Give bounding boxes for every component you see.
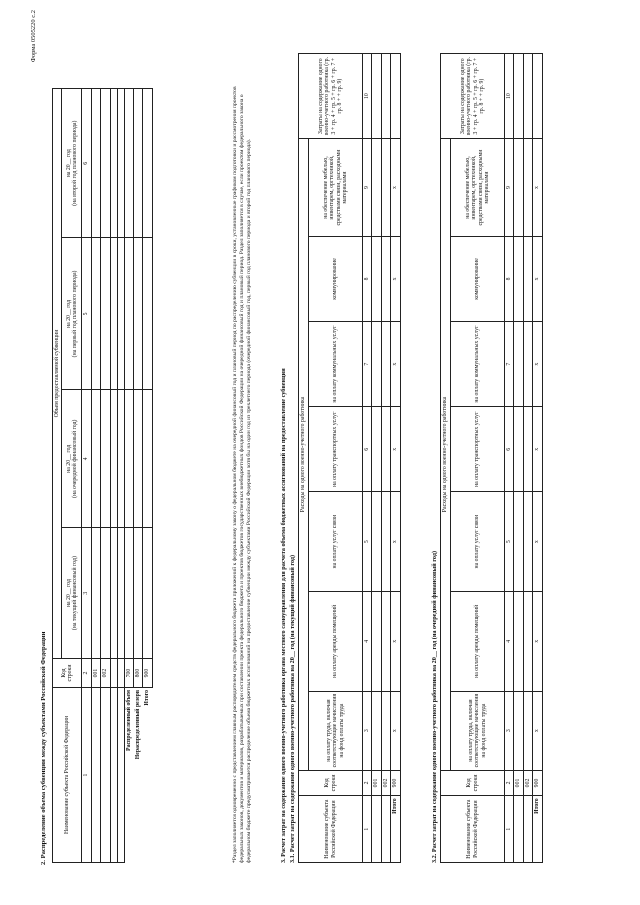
table-row xyxy=(441,54,451,863)
table-cell: на оплату транспортных услуг xyxy=(309,407,363,492)
table-cell xyxy=(514,322,523,407)
total-row xyxy=(533,54,542,863)
table-cell: 10 xyxy=(505,54,514,139)
table-cell xyxy=(523,691,532,770)
table-cell xyxy=(91,89,100,238)
calc-table-2 xyxy=(440,53,543,863)
col-name-header: Наименование субъекта Российской Федерации xyxy=(53,688,82,863)
table-row xyxy=(451,54,505,863)
table-cell: 1 xyxy=(505,796,514,863)
table-cell xyxy=(110,659,117,688)
table-row xyxy=(53,89,62,863)
table-cell xyxy=(91,688,100,863)
table-cell: 900 xyxy=(143,659,152,688)
table-cell: Наименование субъекта Российской Федерации xyxy=(299,796,363,863)
table-cell xyxy=(133,528,142,659)
table-cell: 3 xyxy=(82,528,91,659)
table-cell: на 20__ год xyxy=(65,299,72,328)
table-cell: 001 xyxy=(514,770,523,796)
table-cell: 900 xyxy=(533,770,542,796)
table-cell xyxy=(143,528,152,659)
table-cell: 8 xyxy=(363,236,372,321)
section-3-1-title: 3.1. Расчет затрат на содержание одного военно-учетного работника на 20__ год (на текущий финансовый год) xyxy=(289,554,296,863)
table-row xyxy=(91,89,100,863)
table-cell xyxy=(381,236,390,321)
column-numbers-row xyxy=(363,54,372,863)
table-cell xyxy=(372,236,381,321)
table-cell xyxy=(514,54,523,139)
table-cell xyxy=(381,691,390,770)
form-number: Форма 0505220 с.2 xyxy=(30,10,37,63)
table-cell xyxy=(133,89,142,238)
table-cell xyxy=(117,89,124,238)
table-cell xyxy=(91,390,100,528)
table-cell xyxy=(514,139,523,237)
table-row xyxy=(372,54,381,863)
table-cell: 002 xyxy=(523,770,532,796)
volume-header: Объем предоставляемой субвенции xyxy=(53,89,62,659)
table-cell: 6 xyxy=(505,407,514,492)
table-cell: x xyxy=(533,691,542,770)
table-cell xyxy=(124,528,133,659)
table-cell: x xyxy=(391,691,400,770)
table-cell xyxy=(143,89,152,238)
table-cell: коммунирование xyxy=(309,236,363,321)
table-cell xyxy=(533,54,542,139)
table-cell xyxy=(91,528,100,659)
table-cell xyxy=(381,796,390,863)
table-cell xyxy=(101,238,110,390)
calc-table-1 xyxy=(298,53,401,863)
table-cell: 7 xyxy=(363,322,372,407)
table-cell: 5 xyxy=(505,492,514,592)
table-cell xyxy=(523,54,532,139)
table-cell: 1 xyxy=(363,796,372,863)
table-cell: x xyxy=(533,492,542,592)
table-cell: 2 xyxy=(82,659,91,688)
table-cell xyxy=(381,592,390,692)
table-cell: Нераспределенный резерв xyxy=(133,688,142,863)
table-cell: на оплату услуг связи xyxy=(451,492,505,592)
table-cell: 2 xyxy=(505,770,514,796)
table-cell: на оплату коммунальных услуг xyxy=(451,322,505,407)
table-cell: 800 xyxy=(133,659,142,688)
table-cell xyxy=(110,528,117,659)
table-cell: коммунирование xyxy=(451,236,505,321)
table-cell: 10 xyxy=(363,54,372,139)
table-cell: 900 xyxy=(391,770,400,796)
table-cell: 3 xyxy=(363,691,372,770)
table-cell xyxy=(372,54,381,139)
table-cell: 8 xyxy=(505,236,514,321)
table-cell xyxy=(372,592,381,692)
table-cell: Расходы на одного военно-учетного работника xyxy=(299,139,309,770)
table-cell xyxy=(101,688,110,863)
table-cell xyxy=(101,390,110,528)
table-cell xyxy=(514,407,523,492)
column-numbers-row xyxy=(82,89,91,863)
table-cell: x xyxy=(391,592,400,692)
table-cell: (на второй год планового периода) xyxy=(71,120,78,206)
table-cell xyxy=(523,592,532,692)
table-cell xyxy=(91,238,100,390)
table-cell: 002 xyxy=(381,770,390,796)
table-cell: на оплату услуг связи xyxy=(309,492,363,592)
table-cell xyxy=(117,659,124,688)
table-cell xyxy=(523,796,532,863)
table-cell: Итого xyxy=(391,796,400,863)
table-cell: на оплату аренды помещений xyxy=(309,592,363,692)
table-cell: на 20__ год xyxy=(65,149,72,178)
table-cell: на оплату аренды помещений xyxy=(451,592,505,692)
table-cell xyxy=(381,407,390,492)
table-cell xyxy=(514,796,523,863)
table-cell: 002 xyxy=(101,659,110,688)
table-cell: x xyxy=(391,492,400,592)
distributed-row xyxy=(124,89,133,863)
table-cell: x xyxy=(391,322,400,407)
table-cell: x xyxy=(391,139,400,237)
table-cell: на 20__ год xyxy=(65,579,72,608)
table-cell: x xyxy=(533,236,542,321)
table-row xyxy=(514,54,523,863)
undistributed-row xyxy=(133,89,142,863)
distribution-table xyxy=(52,88,153,863)
table-cell xyxy=(372,322,381,407)
table-cell xyxy=(514,236,523,321)
table-cell: Код строки xyxy=(441,770,505,796)
table-cell xyxy=(523,492,532,592)
table-cell xyxy=(117,528,124,659)
table-cell xyxy=(381,139,390,237)
table-cell xyxy=(381,492,390,592)
table-cell: 5 xyxy=(82,238,91,390)
table-cell: 001 xyxy=(91,659,100,688)
table-cell xyxy=(117,390,124,528)
table-cell: на обеспечение мебелью, инвентарем, оргтехникой, средствами связи, расходными материалами xyxy=(309,139,363,237)
table-cell: 1 xyxy=(82,688,91,863)
table-cell: (на первый год планового периода) xyxy=(71,270,78,358)
table-cell xyxy=(391,54,400,139)
table-cell xyxy=(101,89,110,238)
table-row xyxy=(299,54,309,863)
table-cell: на оплату труда, включая соответствующие начисления на фонд оплаты труда xyxy=(309,691,363,770)
table-cell: 7 xyxy=(505,322,514,407)
table-cell: 4 xyxy=(505,592,514,692)
table-cell xyxy=(133,238,142,390)
table-cell: x xyxy=(533,322,542,407)
table-cell xyxy=(110,688,117,863)
total-row xyxy=(391,54,400,863)
section-3-title: 3. Расчет затрат на содержание одного военно-учетного работника органа местного самоуправления для расчета объема бюджетных ассигнований на предоставление субвенции xyxy=(280,368,287,863)
table-row xyxy=(117,89,124,863)
table-cell xyxy=(372,691,381,770)
table-cell xyxy=(372,139,381,237)
table-cell xyxy=(110,390,117,528)
table-cell xyxy=(143,390,152,528)
table-cell: 700 xyxy=(124,659,133,688)
table-cell: Код строки xyxy=(299,770,363,796)
table-cell xyxy=(514,691,523,770)
table-row xyxy=(309,54,363,863)
table-cell: на обеспечение мебелью, инвентарем, оргтехникой, средствами связи, расходными материалами xyxy=(451,139,505,237)
table-cell xyxy=(124,238,133,390)
table-cell: 9 xyxy=(363,139,372,237)
table-cell: на оплату труда, включая соответствующие начисления на фонд оплаты труда xyxy=(451,691,505,770)
table-cell: Расходы на одного военно-учетного работника xyxy=(441,139,451,770)
table-cell: Затраты на содержание одного военно-учетного работника (гр. 3 + гр. 4 + гр. 5 + гр. 6 + гр. 7 + гр. 8 + + гр. 9) xyxy=(441,54,505,139)
table-cell: 3 xyxy=(505,691,514,770)
table-cell: x xyxy=(391,407,400,492)
table-row xyxy=(381,54,390,863)
total-row xyxy=(143,89,152,863)
column-numbers-row xyxy=(505,54,514,863)
table-cell xyxy=(381,54,390,139)
table-cell: на 20__ год xyxy=(65,444,72,473)
table-cell: Затраты на содержание одного военно-учетного работника (гр. 3 + гр. 4 + гр. 5 + гр. 6 + гр. 7 + гр. 8 + + гр. 9) xyxy=(299,54,363,139)
table-cell: 001 xyxy=(372,770,381,796)
table-cell: x xyxy=(533,592,542,692)
table-row xyxy=(101,89,110,863)
table-cell xyxy=(523,322,532,407)
table-cell: 2 xyxy=(363,770,372,796)
table-cell xyxy=(117,688,124,863)
table-cell xyxy=(514,492,523,592)
table-cell: x xyxy=(533,407,542,492)
year4-header xyxy=(62,89,82,238)
table-cell xyxy=(523,236,532,321)
year3-header xyxy=(62,238,82,390)
table-cell xyxy=(110,238,117,390)
table-cell xyxy=(101,528,110,659)
table-cell xyxy=(372,492,381,592)
table-row xyxy=(110,89,117,863)
table-cell: Итого xyxy=(533,796,542,863)
table-cell xyxy=(523,139,532,237)
table-cell xyxy=(523,407,532,492)
table-cell xyxy=(124,390,133,528)
table-cell xyxy=(514,592,523,692)
section-3-2-title: 3.2. Расчет затрат на содержание одного военно-учетного работника на 20__ год (на очередной финансовый год) xyxy=(431,550,438,863)
table-cell: Итого xyxy=(143,688,152,863)
table-cell: 6 xyxy=(363,407,372,492)
table-cell xyxy=(143,238,152,390)
table-cell: (на очередной финансовый год) xyxy=(71,419,78,498)
table-cell: (на текущий финансовый год) xyxy=(71,556,78,631)
table-cell xyxy=(133,390,142,528)
table-cell xyxy=(381,322,390,407)
table-cell: 6 xyxy=(82,89,91,238)
table-row xyxy=(523,54,532,863)
year1-header xyxy=(62,528,82,659)
table-cell: 4 xyxy=(82,390,91,528)
table-cell xyxy=(110,89,117,238)
table-cell xyxy=(372,796,381,863)
table-cell: на оплату транспортных услуг xyxy=(451,407,505,492)
table-cell: на оплату коммунальных услуг xyxy=(309,322,363,407)
table-cell xyxy=(372,407,381,492)
col-code-header: Код строки xyxy=(53,659,82,688)
table-cell: Распределенный объем xyxy=(124,688,133,863)
section-2-title: 2. Распределение объема субвенции между субъектами Российской Федерации xyxy=(40,631,47,865)
table-cell: 5 xyxy=(363,492,372,592)
table-cell xyxy=(124,89,133,238)
footnote: *Раздел заполняется одновременно с представлением главным распорядителем средств федерального бюджета приложений к федеральному закону о федеральном бюджете на очередной финансовый год и плановый период по распределению субвенции в сроки, установленные графиком подготовки и рассмотрения проектов федеральных законов, документов и материалов, разрабатываемых при составлении проекта федерального бюджета и проектов бюджетов государственных внебюджетных фондов Российской Федерации на очередной финансовый год и плановый период. Раздел заполняется в случае, если проектом федерального закона о федеральном бюджете предусматривается распределение объема бюджетных ассигнований на предоставление субвенции между субъектами Российской Федерации хотя бы на один год из трехлетнего периода (очередной финансовый год, первый год планового периода и второй год планового периода). xyxy=(232,86,252,863)
year2-header xyxy=(62,390,82,528)
table-cell: 9 xyxy=(505,139,514,237)
table-cell: Наименование субъекта Российской Федерации xyxy=(441,796,505,863)
table-cell: x xyxy=(533,139,542,237)
table-cell xyxy=(117,238,124,390)
table-cell: 4 xyxy=(363,592,372,692)
table-cell: x xyxy=(391,236,400,321)
